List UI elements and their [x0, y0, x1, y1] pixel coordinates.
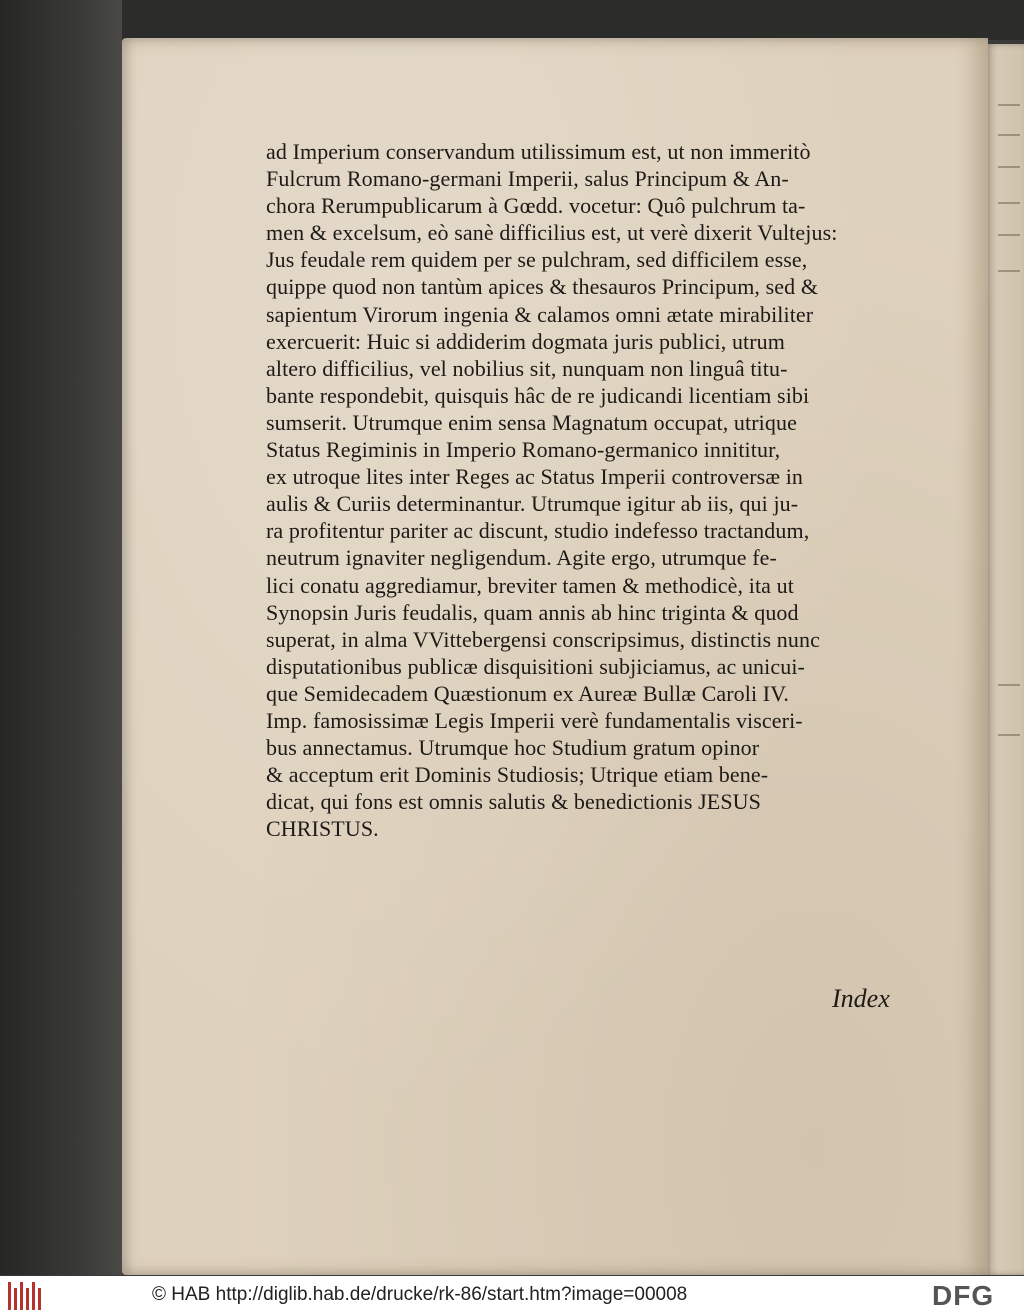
text-line: CHRISTUS. — [266, 816, 379, 842]
dfg-logo: DFG — [932, 1280, 995, 1311]
text-line: chora Rerumpublicarum à Gœdd. vocetur: Quô pulchrum ta- — [266, 193, 806, 219]
text-line: que Semidecadem Quæstionum ex Aureæ Bullæ Caroli IV. — [266, 680, 789, 706]
body-text — [266, 138, 916, 842]
text-line: aulis & Curiis determinantur. Utrumque igitur ab iis, qui ju- — [266, 491, 799, 517]
copyright-link[interactable]: © HAB http://diglib.hab.de/drucke/rk-86/start.htm?image=00008 — [152, 1284, 688, 1305]
text-line: dicat, qui fons est omnis salutis & benedictionis JESUS — [266, 789, 761, 815]
text-line: Jus feudale rem quidem per se pulchram, sed difficilem esse, — [266, 247, 808, 273]
scan-background-left — [0, 0, 122, 1275]
text-line: exercuerit: Huic si addiderim dogmata juris publici, utrum — [266, 328, 785, 354]
text-line: ex utroque lites inter Reges ac Status Imperii controversæ in — [266, 464, 804, 490]
text-line: altero difficilius, vel nobilius sit, nunquam non linguâ titu- — [266, 355, 788, 381]
footer-bar — [0, 1276, 1024, 1316]
scan-background-top — [0, 0, 1024, 40]
text-line: superat, in alma VVittebergensi conscripsimus, distinctis nunc — [266, 626, 820, 652]
text-line: lici conatu aggrediamur, breviter tamen & methodicè, ita ut — [266, 572, 794, 598]
catchword: Index — [832, 984, 890, 1013]
text-line: quippe quod non tantùm apices & thesauros Principum, sed & — [266, 274, 819, 300]
text-line: men & excelsum, eò sanè difficilius est, ut verè dixerit Vultejus: — [266, 220, 838, 246]
text-line: neutrum ignaviter negligendum. Agite ergo, utrumque fe- — [266, 545, 777, 571]
text-line: sumserit. Utrumque enim sensa Magnatum occupat, utrique — [266, 409, 797, 435]
text-line: ra profitentur pariter ac discunt, studio indefesso tractandum, — [266, 518, 810, 544]
text-line: Status Regiminis in Imperio Romano-germanico innititur, — [266, 437, 781, 463]
text-line: Synopsin Juris feudalis, quam annis ab hinc triginta & quod — [266, 599, 799, 625]
text-line: & acceptum erit Dominis Studiosis; Utrique etiam bene- — [266, 762, 769, 788]
adjacent-page-edge — [984, 44, 1024, 1275]
text-line: Fulcrum Romano-germani Imperii, salus Principum & An- — [266, 166, 789, 192]
hab-logo-icon — [8, 1282, 44, 1310]
text-line: bus annectamus. Utrumque hoc Studium gratum opinor — [266, 735, 760, 761]
text-line: Imp. famosissimæ Legis Imperii verè fundamentalis visceri- — [266, 707, 803, 733]
text-line: bante respondebit, quisquis hâc de re judicandi licentiam sibi — [266, 382, 810, 408]
text-line: ad Imperium conservandum utilissimum est, ut non immeritò — [266, 139, 811, 164]
text-line: disputationibus publicæ disquisitioni subjiciamus, ac unicui- — [266, 653, 805, 679]
text-line: sapientum Virorum ingenia & calamos omni ætate mirabiliter — [266, 301, 814, 327]
